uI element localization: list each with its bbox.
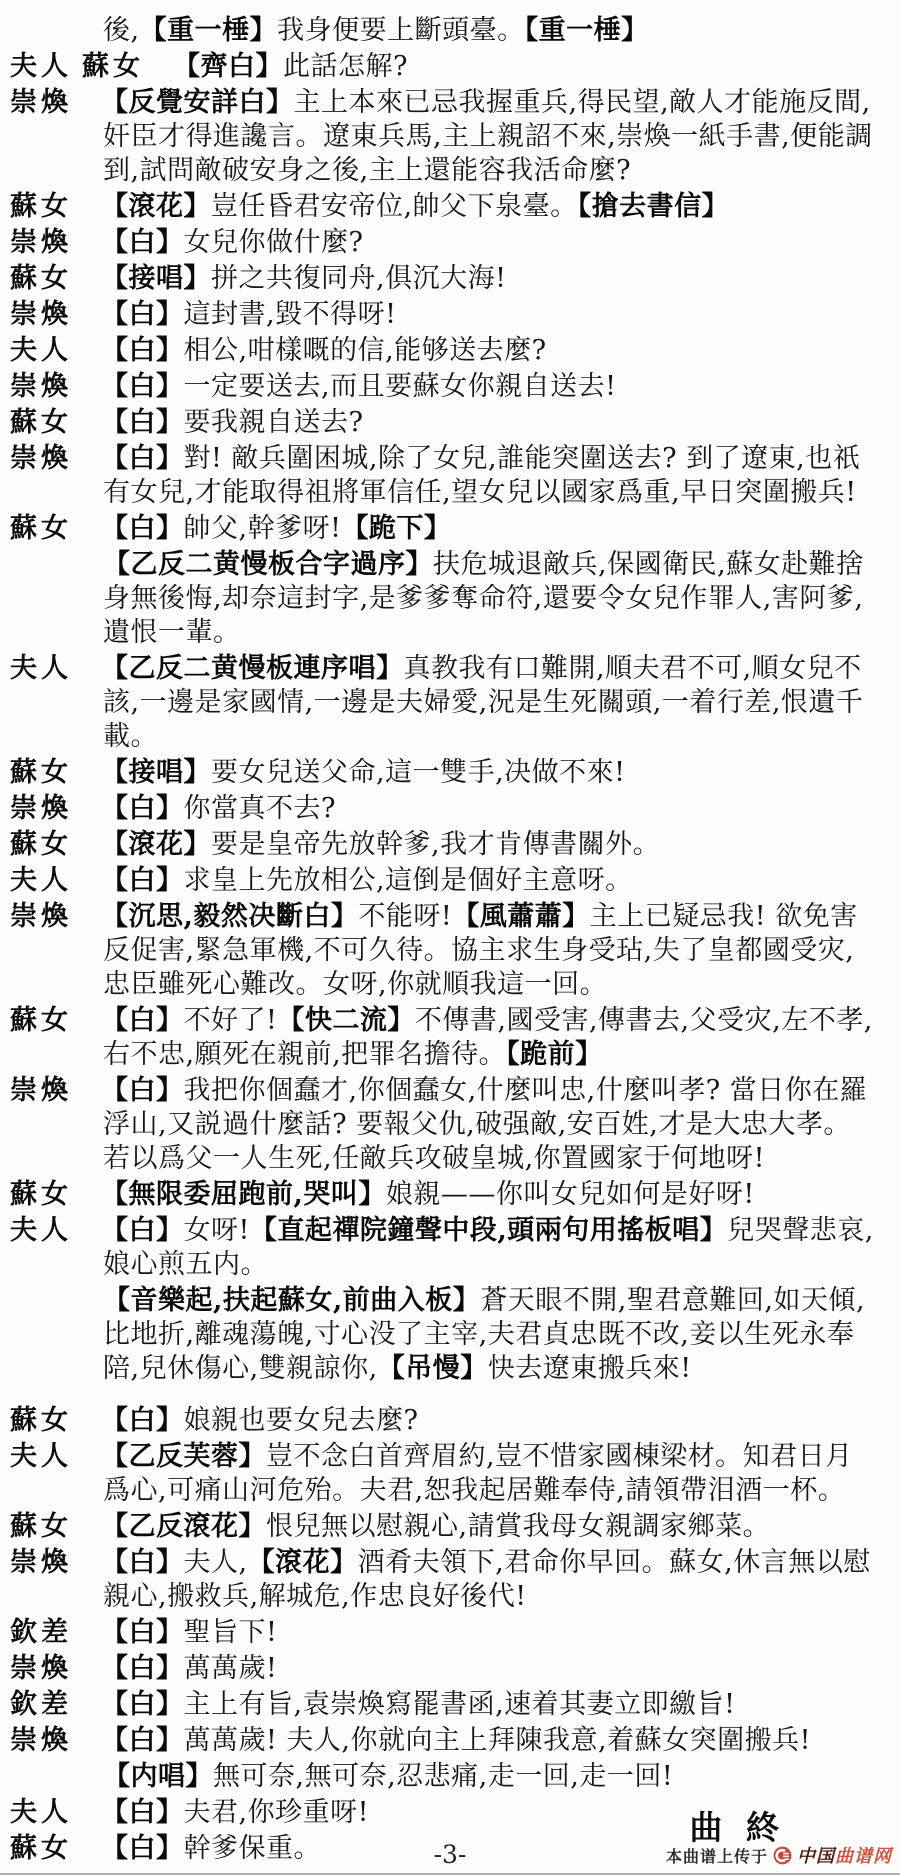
stage-direction: 【風蕭蕭】 [452,901,590,932]
script-line [10,262,878,296]
dialogue-text: 我把你個蠢才,你個蠢女,什麼叫忠,什麼叫孝? 當日你在羅浮山,又説過什麼話? 要報父仇,破强敵,安百姓,才是大忠大孝。若以爲父一人生死,任敵兵攻破皇城,你置國家于何地呀! [103,1075,868,1174]
script-line [10,1214,878,1282]
stage-direction: 【白】 [101,227,184,258]
site-name-red-part: 曲谱网 [835,1846,892,1867]
dialogue-text: 要我親自送去? [183,407,364,438]
dialogue-text: 萬萬歲! 夫人,你就向主上拜陳我意,着蘇女突圍搬兵! [183,1725,811,1756]
dialogue-text: 快去遼東搬兵來! [487,1353,692,1384]
dialogue-text: 一定要送去,而且要蘇女你親自送去! [183,371,617,402]
dialogue-text: 主上本來已忌我握重兵,得民望,敵人才能施反間,奸臣才得進讒言。遼東兵馬,主上親詔不來,崇煥一紙手書,便能調到,試問敵破安身之後,主上還能容我活命麼? [103,87,873,186]
stage-direction: 【反覺安詳白】 [101,87,294,118]
page-number: -3- [433,1840,467,1869]
dialogue-text: 豈不念白首齊眉約,豈不惜家國棟梁材。知君日月爲心,可痛山河危殆。夫君,恕我起居難奉侍,請領帶泪酒一杯。 [103,1441,853,1506]
speaker-name: 崇煥 [10,901,72,932]
speaker-name: 蘇女 [10,1179,72,1210]
dialogue-text: 此話怎解? [283,51,408,82]
script-line [10,512,878,546]
stage-direction: 【接唱】 [101,263,211,294]
speaker-name: 蘇女 [10,263,72,294]
script-line [10,190,878,224]
stage-direction: 【白】 [101,1653,184,1684]
stage-direction: 【白】 [101,299,184,330]
stage-direction: 【沉思,毅然决斷白】 [101,901,359,932]
script-line [10,900,878,1002]
dialogue-text: 不傳書,國受害,傳書去,父受灾,左不孝,右不忠,願死在親前,把罪名擔待。 [103,1005,873,1070]
stage-direction: 【白】 [101,1547,184,1578]
stage-direction: 【搶去書信】 [577,191,730,222]
script-line [10,86,878,188]
watermark-credit [666,1842,892,1868]
stage-direction: 【白】 [101,793,184,824]
script-line [10,1004,878,1072]
script-line [10,1652,878,1686]
dialogue-text: 不能呀! [358,901,453,932]
stage-direction: 【白】 [101,1005,184,1036]
dialogue-text: 帥父,幹爹呀! [183,513,342,544]
script-line [10,226,878,260]
stage-direction: 【乙反芙蓉】 [101,1441,266,1472]
speaker-name: 蘇女 [82,51,144,82]
stage-direction: 【白】 [101,407,184,438]
stage-direction: 【重一棰】 [139,15,278,46]
watermark-site-name [797,1842,892,1868]
dialogue-text: 娘親也要女兒去麼? [183,1405,419,1436]
script-line [10,1284,878,1386]
watermark-prefix-text: 本曲谱上传于 [665,1846,768,1866]
script-line [10,548,878,650]
script-line [10,298,878,332]
speaker-name: 崇煥 [10,371,72,402]
stage-direction: 【白】 [101,1215,184,1246]
stage-direction: 【滾花】 [101,191,211,222]
dialogue-text: 娘親——你叫女兒如何是好呀! [385,1179,755,1210]
script-line [10,792,878,826]
script-line [10,1074,878,1176]
script-line [10,1178,878,1212]
speaker-name: 蘇女 [10,513,72,544]
stage-direction: 【音樂起,扶起蘇女,前曲入板】 [103,1285,481,1316]
speaker-name: 蘇女 [10,1511,72,1542]
stage-direction: 【無限委屈跑前,哭叫】 [101,1179,386,1210]
speaker-name: 夫人 [10,51,72,82]
script-line [10,1688,878,1722]
stage-direction: 【跪下】 [341,513,452,544]
dialogue-text: 要是皇帝先放幹爹,我才肯傳書關外。 [211,829,661,860]
dialogue-text: 女呀! [183,1215,250,1246]
dialogue-text: 幹爹保重。 [183,1833,321,1864]
stage-direction: 【吊慢】 [377,1353,488,1384]
dialogue-text: 酒肴夫領下,君命你早回。蘇女,休言無以慰親心,搬救兵,解城危,作忠良好後代! [103,1547,871,1612]
script-line [10,14,878,48]
speaker-name: 欽差 [10,1617,72,1648]
speaker-name: 蘇女 [10,407,72,438]
speaker-name: 蘇女 [10,829,72,860]
speaker-name: 夫人 [10,865,72,896]
script-line [10,652,878,754]
dialogue-text: 聖旨下! [183,1617,278,1648]
dialogue-text: 我身便要上斷頭臺。 [277,15,525,46]
speaker-name: 蘇女 [10,757,72,788]
dialogue-text: 真教我有口難開,順夫君不可,順女兒不該,一邊是家國情,一邊是夫婦愛,況是生死關頭,一着行差,恨遺千載。 [103,653,864,752]
dialogue-text: 萬萬歲! [183,1653,278,1684]
speaker-name: 崇煥 [10,1725,72,1756]
script-line [10,1404,878,1438]
stage-direction: 【白】 [101,1725,184,1756]
script-line [10,370,878,404]
speaker-name: 蘇女 [10,1833,72,1864]
script-line [10,864,878,898]
stage-direction: 【白】 [101,865,184,896]
script-line [10,1546,878,1614]
dialogue-text: 要女兒送父命,這一雙手,决做不來! [211,757,626,788]
end-of-piece-mark: 曲 終 [689,1808,785,1847]
script-line [10,406,878,440]
stage-direction: 【白】 [101,1617,184,1648]
speaker-name: 崇煥 [10,443,72,474]
dialogue-text: 不好了! [183,1005,278,1036]
dialogue-text: 豈任昏君安帝位,帥父下泉臺。 [211,191,578,222]
stage-direction: 【白】 [101,513,184,544]
dialogue-text: 主上已疑忌我! 欲免害反促害,緊急軍機,不可久待。協主求生身受玷,失了皇都國受灾,忠臣雖死心難改。女呀,你就順我這一回。 [103,901,858,1000]
speaker-name: 崇煥 [10,1075,72,1106]
dialogue-text: 扶危城退敵兵,保國衛民,蘇女赴難捨身無後悔,却奈這封字,是爹爹奪命符,還要令女兒作罪人,害阿爹,遺恨一輩。 [103,549,864,648]
stage-direction: 【白】 [101,1405,184,1436]
speaker-name: 夫人 [10,653,72,684]
speaker-name: 夫人 [10,1215,72,1246]
script-body [10,14,878,1868]
script-line [10,1760,878,1794]
speaker-name: 崇煥 [10,1547,72,1578]
speaker-name: 崇煥 [10,793,72,824]
dialogue-text: 求皇上先放相公,這倒是個好主意呀。 [183,865,633,896]
stage-direction: 【内唱】 [103,1761,213,1792]
speaker-name: 欽差 [10,1689,72,1720]
speaker-name: 蘇女 [10,191,72,222]
stage-direction: 【乙反二黄慢板合字過序】 [103,549,433,580]
script-line [10,1510,878,1544]
stage-direction: 【滾花】 [101,829,211,860]
script-line [10,828,878,862]
script-line [10,756,878,790]
dialogue-text: 拼之共復同舟,俱沉大海! [211,263,507,294]
stage-direction: 【白】 [101,1833,184,1864]
dialogue-text: 女兒你做什麼? [183,227,364,258]
speaker-name: 崇煥 [10,227,72,258]
dialogue-text: 這封書,毀不得呀! [183,299,397,330]
stage-direction: 【白】 [101,1075,184,1106]
speaker-name: 夫人 [10,1441,72,1472]
stage-direction: 【接唱】 [101,757,211,788]
dialogue-text: 你當真不去? [183,793,336,824]
stage-direction: 【乙反二黄慢板連序唱】 [101,653,404,684]
speaker-name: 崇煥 [10,87,72,118]
stage-direction: 【跪前】 [506,1039,603,1070]
speaker-name: 夫人 [10,335,72,366]
dialogue-text: 蒼天眼不開,聖君意難回,如天傾,比地折,離魂蕩魄,寸心没了主宰,夫君貞忠既不改,妾以生死永奉陪,兒休傷心,雙親諒你, [103,1285,866,1384]
dialogue-text: 恨兒無以慰親心,請賞我母女親調家鄉菜。 [266,1511,771,1542]
dialogue-text: 無可奈,無可奈,忍悲痛,走一回,走一回! [213,1761,674,1792]
speaker-name: 崇煥 [10,299,72,330]
dialogue-text: 夫人, [183,1547,248,1578]
stage-direction: 【齊白】 [173,51,283,82]
stage-direction: 【白】 [101,371,184,402]
stage-direction: 【白】 [101,1797,184,1828]
dialogue-text: 對! 敵兵圍困城,除了女兒,誰能突圍送去? 到了遼東,也祇有女兒,才能取得祖將軍信任,望女兒以國家爲重,早日突圍搬兵! [103,443,861,508]
stage-direction: 【滾花】 [247,1547,358,1578]
speaker-name: 蘇女 [10,1405,72,1436]
dialogue-text: 主上有旨,袁崇煥寫罷書函,速着其妻立即繳旨! [183,1689,736,1720]
music-site-logo-icon [773,1846,792,1865]
script-line [10,442,878,510]
dialogue-text: 兒哭聲悲哀,娘心煎五内。 [103,1215,874,1280]
script-line [10,334,878,368]
stage-direction: 【白】 [101,1689,184,1720]
stage-direction: 【白】 [101,335,184,366]
dialogue-text: 夫君,你珍重呀! [183,1797,369,1828]
speaker-name: 蘇女 [10,1005,72,1036]
script-line [10,1616,878,1650]
script-line [10,1724,878,1758]
speaker-name: 夫人 [10,1797,72,1828]
script-line [10,50,878,84]
dialogue-text: 相公,咁樣嘅的信,能够送去麼? [183,335,547,366]
stage-direction: 【乙反滾花】 [101,1511,266,1542]
dialogue-text: 後, [103,15,140,46]
stage-direction: 【快二流】 [277,1005,415,1036]
stage-direction: 【白】 [101,443,184,474]
stage-direction: 【重一棰】 [524,15,649,46]
site-name-dark-part: 中国 [797,1846,835,1867]
stage-direction: 【直起禪院鐘聲中段,頭兩句用搖板唱】 [249,1215,728,1246]
script-line [10,1440,878,1508]
speaker-name: 崇煥 [10,1653,72,1684]
